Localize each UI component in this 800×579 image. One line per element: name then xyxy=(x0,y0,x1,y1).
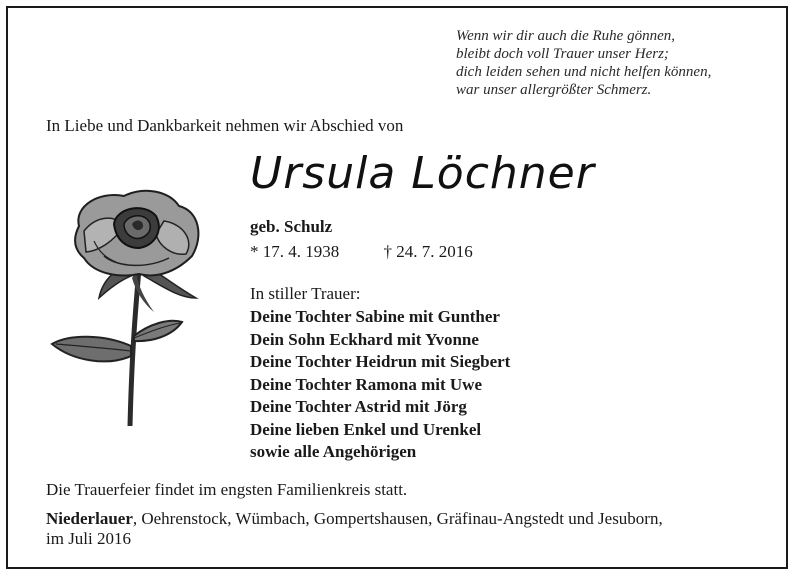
mourner-item: sowie alle Angehörigen xyxy=(250,442,417,461)
places xyxy=(46,509,766,549)
born-name: geb. Schulz xyxy=(250,217,333,236)
deceased-name: Ursula Löchner xyxy=(250,148,595,199)
funeral-note: Die Trauerfeier findet im engsten Familienkreis statt. xyxy=(46,480,408,499)
mourner-item: Deine Tochter Heidrun mit Siegbert xyxy=(250,352,511,371)
verse xyxy=(456,27,711,99)
verse-line: Wenn wir dir auch die Ruhe gönnen, xyxy=(456,28,676,44)
rose-icon xyxy=(44,186,209,431)
intro-text: In Liebe und Dankbarkeit nehmen wir Abschied von xyxy=(46,116,404,135)
mourning-heading: In stiller Trauer: xyxy=(250,284,361,303)
mourner-item: Dein Sohn Eckhard mit Yvonne xyxy=(250,329,479,349)
mourner-item: Deine Tochter Astrid mit Jörg xyxy=(250,397,467,416)
notice-date: im Juli 2016 xyxy=(46,529,132,548)
mourner-item: Deine Tochter Ramona mit Uwe xyxy=(250,374,482,394)
verse-line: dich leiden sehen und nicht helfen können, xyxy=(456,64,712,80)
place-primary: Niederlauer xyxy=(46,509,133,528)
mourner-item: Deine lieben Enkel und Urenkel xyxy=(250,419,482,439)
mourner-item: Deine Tochter Sabine mit Gunther xyxy=(250,307,500,326)
mourners-list xyxy=(250,306,510,464)
place-others: , Oehrenstock, Wümbach, Gompertshausen, Gräfinau-Angstedt und Jesuborn, xyxy=(132,509,663,528)
verse-line: bleibt doch voll Trauer unser Herz; xyxy=(456,46,669,62)
birth-date: * 17. 4. 1938 xyxy=(250,242,340,261)
verse-line: war unser allergrößter Schmerz. xyxy=(456,82,652,98)
death-date: † 24. 7. 2016 xyxy=(383,242,473,261)
life-dates xyxy=(250,242,473,262)
